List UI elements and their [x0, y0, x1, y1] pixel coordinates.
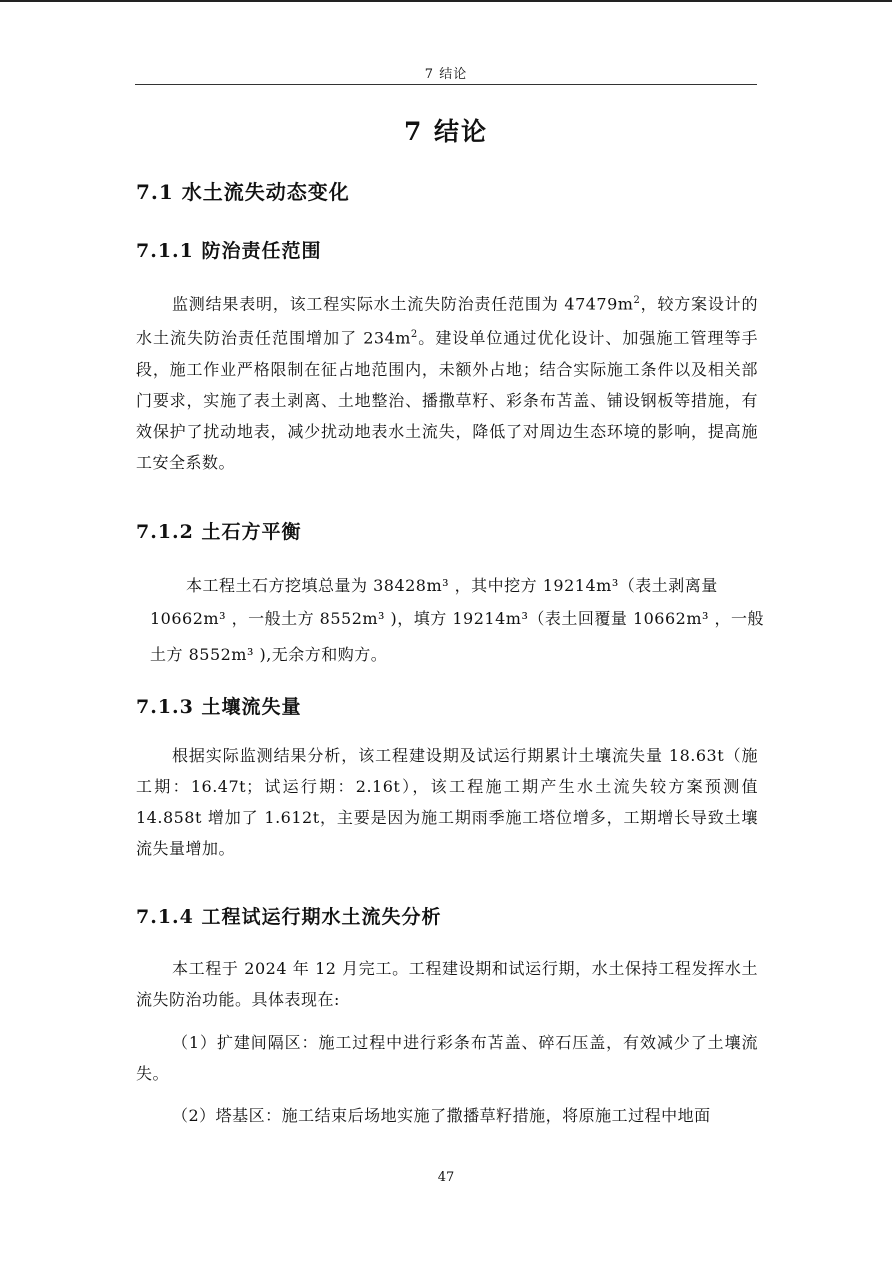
paragraph-soil-loss: 根据实际监测结果分析，该工程建设期及试运行期累计土壤流失量 18.63t（施工期：16.47t；试运行期：2.16t），该工程施工期产生水土流失较方案预测值 14.858t 增加了 1.612t，主要是因为施工期雨季施工塔位增多，工期增长导致土壤流失量增加。 [136, 746, 758, 858]
subsection-heading-7-1-3: 7.1.3 土壤流失量 [136, 696, 302, 718]
earthwork-line-1: 本工程土石方挖填总量为 38428m³ ，其中挖方 19214m³（表土剥离量 [186, 576, 718, 595]
subsection-heading-7-1-4: 7.1.4 工程试运行期水土流失分析 [136, 906, 442, 928]
page-top-border [0, 0, 892, 2]
superscript: 2 [410, 329, 418, 341]
running-header: 7 结论 [424, 67, 468, 82]
page-number: 47 [437, 1170, 455, 1185]
subsection-heading-7-1-1: 7.1.1 防治责任范围 [136, 240, 322, 262]
earthwork-line-3: 土方 8552m³ ),无余方和购方。 [150, 645, 388, 664]
chapter-title: 7 结论 [403, 117, 489, 146]
section-heading-7-1: 7.1 水土流失动态变化 [136, 180, 350, 204]
list-item-expansion-area: （1）扩建间隔区：施工过程中进行彩条布苫盖、碎石压盖，有效减少了土壤流失。 [136, 1033, 758, 1083]
subsection-heading-7-1-2: 7.1.2 土石方平衡 [136, 521, 302, 543]
superscript: 2 [633, 295, 641, 306]
para-text: ，较方案设计的水土流失防治责任范围增加了 234m [136, 294, 758, 348]
para-text: 。建设单位通过优化设计、加强施工管理等手段，施工作业严格限制在征占地范围内，未额外占地；结合实际施工条件以及相关部门要求，实施了表土剥离、土地整治、播撒草籽、彩条布苫盖、铺设钢板等措施，有效保护了扰动地表，减少扰动地表水土流失，降低了对周边生态环境的影响，提高施工安全系数。 [136, 328, 758, 472]
list-item-tower-base-area: （2）塔基区：施工结束后场地实施了撒播草籽措施，将原施工过程中地面 [172, 1106, 711, 1125]
para-text: 监测结果表明，该工程实际水土流失防治责任范围为 47479m [172, 294, 634, 314]
paragraph-trial-operation: 本工程于 2024 年 12 月完工。工程建设期和试运行期，水土保持工程发挥水土流失防治功能。具体表现在: [136, 959, 758, 1009]
earthwork-line-2: 10662m³ ，一般土方 8552m³ )，填方 19214m³（表土回覆量 10662m³ ，一般 [150, 609, 765, 628]
header-rule [135, 84, 757, 85]
paragraph-responsibility-scope [136, 285, 758, 478]
